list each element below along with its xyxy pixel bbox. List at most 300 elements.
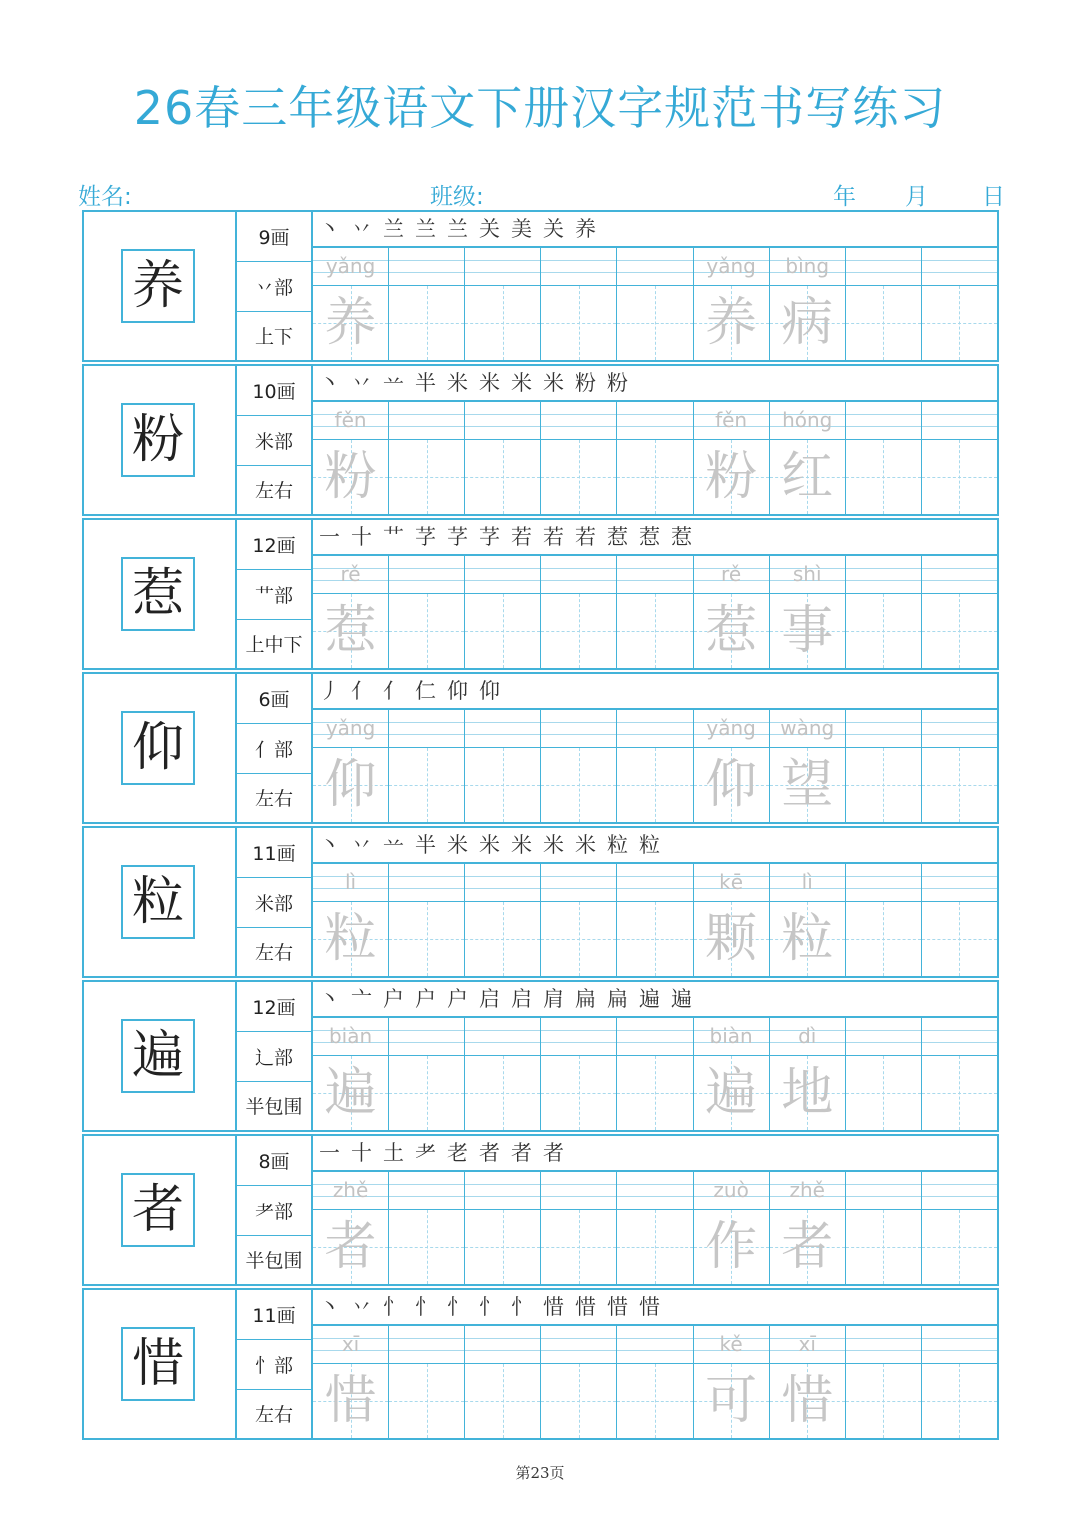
stroke-step: 粉 — [607, 371, 628, 395]
pinyin-line — [846, 248, 921, 286]
day-label: 日 — [982, 184, 1005, 210]
tracing-square — [922, 1210, 997, 1284]
tracing-character: 惜 — [324, 1371, 377, 1431]
stroke-step: 丷 — [351, 217, 372, 241]
stroke-order — [313, 828, 997, 864]
structure: 左右 — [237, 1389, 311, 1438]
pinyin-line — [389, 248, 464, 286]
stroke-step: 若 — [575, 525, 596, 549]
practice-cell[interactable] — [541, 1018, 617, 1130]
stroke-step: 米 — [575, 833, 596, 857]
practice-grid — [313, 402, 997, 514]
pinyin-line — [846, 1326, 921, 1364]
tracing-square — [694, 748, 769, 822]
tracing-square — [465, 1364, 540, 1438]
practice-grid — [313, 1172, 997, 1284]
stroke-step: 艹 — [383, 525, 404, 549]
pinyin-line — [389, 864, 464, 902]
stroke-step: 米 — [511, 833, 532, 857]
pinyin-line — [389, 556, 464, 594]
character-row — [82, 826, 999, 978]
stroke-step: 惜 — [639, 1295, 660, 1319]
tracing-square — [541, 1210, 616, 1284]
tracing-square — [617, 1364, 692, 1438]
model-character-cell — [84, 1290, 237, 1438]
practice-grid — [313, 710, 997, 822]
pinyin-line: fěn — [694, 402, 769, 440]
practice-cell[interactable] — [389, 402, 465, 514]
character-info — [237, 1136, 313, 1284]
radical: 艹部 — [237, 569, 311, 618]
pinyin-line — [465, 402, 540, 440]
tracing-character: 惹 — [705, 601, 758, 661]
practice-cell[interactable] — [846, 864, 922, 976]
tracing-square — [770, 1056, 845, 1130]
pinyin-line — [465, 864, 540, 902]
stroke-step: 米 — [479, 371, 500, 395]
stroke-order — [313, 674, 997, 710]
tracing-square — [770, 440, 845, 514]
practice-cell[interactable] — [922, 1172, 997, 1284]
stroke-step: 仰 — [479, 679, 500, 703]
practice-cell[interactable] — [465, 556, 541, 668]
structure: 上中下 — [237, 619, 311, 668]
stroke-step: 忄 — [415, 1295, 436, 1319]
pinyin-line — [922, 556, 997, 594]
model-character: 惹 — [121, 557, 195, 631]
stroke-step: 启 — [479, 987, 500, 1011]
stroke-step: 关 — [543, 217, 564, 241]
practice-grid — [313, 1018, 997, 1130]
stroke-step: 户 — [447, 987, 468, 1011]
practice-cell[interactable] — [313, 402, 389, 514]
tracing-square — [389, 440, 464, 514]
practice-cell[interactable] — [541, 1172, 617, 1284]
character-row — [82, 1288, 999, 1440]
practice-cell[interactable] — [846, 1326, 922, 1438]
tracing-character: 粉 — [324, 447, 377, 507]
tracing-character: 遍 — [324, 1063, 377, 1123]
tracing-square — [846, 1056, 921, 1130]
tracing-character: 仰 — [705, 755, 758, 815]
stroke-step: 养 — [575, 217, 596, 241]
tracing-square — [694, 902, 769, 976]
practice-cell[interactable] — [694, 1018, 770, 1130]
pinyin-line — [389, 710, 464, 748]
character-row — [82, 364, 999, 516]
practice-cell[interactable] — [313, 248, 389, 360]
stroke-step: 丶 — [319, 1295, 340, 1319]
stroke-step: 一 — [319, 1141, 340, 1165]
model-character-cell — [84, 982, 237, 1130]
stroke-count: 10画 — [252, 381, 296, 404]
tracing-square — [313, 748, 388, 822]
pinyin-line: dì — [770, 1018, 845, 1056]
character-row — [82, 1134, 999, 1286]
pinyin-line: zuò — [694, 1172, 769, 1210]
tracing-character: 红 — [781, 447, 834, 507]
stroke-step: 米 — [479, 833, 500, 857]
stroke-step: 者 — [479, 1141, 500, 1165]
pinyin-line — [846, 1018, 921, 1056]
stroke-step: 土 — [383, 1141, 404, 1165]
practice-cell[interactable] — [465, 1326, 541, 1438]
tracing-character: 粉 — [705, 447, 758, 507]
stroke-step: 丶 — [319, 217, 340, 241]
stroke-step: 米 — [447, 833, 468, 857]
practice-cell[interactable] — [465, 1172, 541, 1284]
pinyin-line — [465, 1326, 540, 1364]
stroke-count: 12画 — [252, 535, 296, 558]
practice-cell[interactable] — [313, 1018, 389, 1130]
practice-cell[interactable] — [846, 1018, 922, 1130]
tracing-square — [846, 748, 921, 822]
pinyin-line: yǎng — [694, 710, 769, 748]
pinyin-line — [846, 864, 921, 902]
stroke-order — [313, 982, 997, 1018]
practice-cell[interactable] — [846, 248, 922, 360]
practice-grid — [313, 864, 997, 976]
tracing-square — [617, 286, 692, 360]
practice-cell[interactable] — [770, 402, 846, 514]
tracing-character: 者 — [324, 1217, 377, 1277]
stroke-step: 户 — [383, 987, 404, 1011]
tracing-square — [617, 1056, 692, 1130]
pinyin-line — [617, 1018, 692, 1056]
stroke-step: 芓 — [415, 525, 436, 549]
practice-cell[interactable] — [922, 402, 997, 514]
pinyin-line: hóng — [770, 402, 845, 440]
pinyin-line: zhě — [770, 1172, 845, 1210]
practice-cell[interactable] — [770, 1172, 846, 1284]
practice-cell[interactable] — [694, 248, 770, 360]
tracing-square — [313, 594, 388, 668]
pinyin-line — [846, 556, 921, 594]
practice-cell[interactable] — [617, 1326, 693, 1438]
stroke-step: 䒑 — [383, 371, 404, 395]
character-info — [237, 212, 313, 360]
pinyin-line — [617, 1326, 692, 1364]
tracing-square — [922, 594, 997, 668]
stroke-order — [313, 1136, 997, 1172]
practice-cell[interactable] — [770, 864, 846, 976]
stroke-step: 若 — [543, 525, 564, 549]
stroke-step: 户 — [415, 987, 436, 1011]
stroke-step: 兰 — [415, 217, 436, 241]
pinyin-line: fěn — [313, 402, 388, 440]
practice-cell[interactable] — [770, 248, 846, 360]
pinyin-line: kē — [694, 864, 769, 902]
tracing-square — [541, 286, 616, 360]
practice-cell[interactable] — [617, 710, 693, 822]
practice-cell[interactable] — [846, 556, 922, 668]
practice-cell[interactable] — [389, 556, 465, 668]
stroke-step: 一 — [319, 525, 340, 549]
stroke-step: 丷 — [351, 833, 372, 857]
tracing-square — [922, 902, 997, 976]
practice-cell[interactable] — [617, 1172, 693, 1284]
tracing-character: 养 — [705, 293, 758, 353]
pinyin-line — [465, 248, 540, 286]
tracing-square — [846, 902, 921, 976]
character-info — [237, 366, 313, 514]
practice-cell[interactable] — [922, 1326, 997, 1438]
tracing-square — [313, 1210, 388, 1284]
stroke-step: 丿 — [319, 679, 340, 703]
tracing-square — [770, 1210, 845, 1284]
tracing-square — [541, 1056, 616, 1130]
practice-cell[interactable] — [465, 402, 541, 514]
model-character-cell — [84, 520, 237, 668]
pinyin-line: zhě — [313, 1172, 388, 1210]
pinyin-line — [389, 402, 464, 440]
practice-cell[interactable] — [846, 710, 922, 822]
practice-cell[interactable] — [617, 1018, 693, 1130]
radical: 忄部 — [237, 1339, 311, 1388]
tracing-square — [465, 1210, 540, 1284]
practice-grid — [313, 556, 997, 668]
tracing-character: 养 — [324, 293, 377, 353]
pinyin-line: yǎng — [694, 248, 769, 286]
pinyin-line — [922, 402, 997, 440]
pinyin-line — [922, 1018, 997, 1056]
radical: 丷部 — [237, 261, 311, 310]
practice-cell[interactable] — [922, 248, 997, 360]
pinyin-line — [541, 402, 616, 440]
tracing-character: 可 — [705, 1371, 758, 1431]
tracing-square — [389, 286, 464, 360]
stroke-step: 遍 — [639, 987, 660, 1011]
stroke-step: 芓 — [479, 525, 500, 549]
stroke-order — [313, 366, 997, 402]
tracing-square — [465, 1056, 540, 1130]
stroke-step: 丶 — [319, 371, 340, 395]
tracing-square — [617, 902, 692, 976]
practice-grid — [313, 248, 997, 360]
tracing-character: 惜 — [781, 1371, 834, 1431]
page-title: 26春三年级语文下册汉字规范书写练习 — [133, 81, 947, 135]
stroke-step: 肩 — [543, 987, 564, 1011]
tracing-square — [617, 1210, 692, 1284]
radical: 辶部 — [237, 1031, 311, 1080]
practice-cell[interactable] — [694, 710, 770, 822]
tracing-square — [922, 748, 997, 822]
stroke-order — [313, 520, 997, 556]
tracing-square — [846, 594, 921, 668]
stroke-step: 惹 — [607, 525, 628, 549]
practice-cell[interactable] — [389, 710, 465, 822]
tracing-square — [846, 286, 921, 360]
pinyin-line: xī — [770, 1326, 845, 1364]
stroke-count: 6画 — [258, 689, 290, 712]
practice-cell[interactable] — [541, 864, 617, 976]
tracing-square — [770, 594, 845, 668]
practice-cell[interactable] — [770, 1018, 846, 1130]
tracing-square — [313, 440, 388, 514]
pinyin-line: rě — [694, 556, 769, 594]
practice-cell[interactable] — [694, 402, 770, 514]
character-info — [237, 828, 313, 976]
tracing-square — [465, 286, 540, 360]
character-info — [237, 1290, 313, 1438]
practice-cell[interactable] — [694, 1326, 770, 1438]
practice-cell[interactable] — [770, 556, 846, 668]
name-label: 姓名: — [78, 184, 132, 210]
pinyin-line: yǎng — [313, 710, 388, 748]
pinyin-line — [617, 402, 692, 440]
pinyin-line — [389, 1326, 464, 1364]
tracing-square — [389, 902, 464, 976]
pinyin-line: yǎng — [313, 248, 388, 286]
practice-cell[interactable] — [313, 1172, 389, 1284]
practice-cell[interactable] — [313, 864, 389, 976]
tracing-character: 作 — [705, 1217, 758, 1277]
tracing-character: 者 — [781, 1217, 834, 1277]
practice-cell[interactable] — [465, 864, 541, 976]
tracing-square — [465, 440, 540, 514]
year-label: 年 — [833, 184, 856, 210]
structure: 半包围 — [237, 1235, 311, 1284]
stroke-step: 粒 — [607, 833, 628, 857]
tracing-square — [922, 440, 997, 514]
tracing-square — [694, 594, 769, 668]
tracing-square — [694, 1210, 769, 1284]
tracing-square — [694, 440, 769, 514]
stroke-count: 12画 — [252, 997, 296, 1020]
pinyin-line — [465, 1172, 540, 1210]
structure: 上下 — [237, 311, 311, 360]
tracing-square — [846, 1210, 921, 1284]
tracing-square — [389, 748, 464, 822]
character-row — [82, 210, 999, 362]
practice-cell[interactable] — [922, 1018, 997, 1130]
stroke-step: 者 — [511, 1141, 532, 1165]
radical: 亻部 — [237, 723, 311, 772]
tracing-square — [541, 594, 616, 668]
stroke-step: 粒 — [639, 833, 660, 857]
practice-cell[interactable] — [694, 864, 770, 976]
stroke-step: 遍 — [671, 987, 692, 1011]
practice-cell[interactable] — [617, 248, 693, 360]
practice-cell[interactable] — [541, 402, 617, 514]
pinyin-line — [389, 1172, 464, 1210]
practice-cell[interactable] — [617, 864, 693, 976]
practice-cell[interactable] — [313, 1326, 389, 1438]
stroke-step: 若 — [511, 525, 532, 549]
practice-cell[interactable] — [313, 556, 389, 668]
tracing-square — [313, 1056, 388, 1130]
tracing-square — [922, 1056, 997, 1130]
stroke-step: 米 — [511, 371, 532, 395]
stroke-count: 11画 — [252, 843, 296, 866]
stroke-step: 惹 — [671, 525, 692, 549]
stroke-step: 十 — [351, 1141, 372, 1165]
stroke-step: 忄 — [479, 1295, 500, 1319]
practice-cell[interactable] — [541, 248, 617, 360]
character-row — [82, 518, 999, 670]
practice-cell[interactable] — [389, 1018, 465, 1130]
pinyin-line: kě — [694, 1326, 769, 1364]
practice-cell[interactable] — [389, 1172, 465, 1284]
stroke-step: 兰 — [383, 217, 404, 241]
pinyin-line — [541, 1172, 616, 1210]
tracing-character: 事 — [781, 601, 834, 661]
pinyin-line — [922, 248, 997, 286]
tracing-square — [617, 748, 692, 822]
stroke-step: 丷 — [351, 371, 372, 395]
practice-cell[interactable] — [694, 556, 770, 668]
stroke-step: 惜 — [607, 1295, 628, 1319]
practice-cell[interactable] — [389, 248, 465, 360]
practice-cell[interactable] — [313, 710, 389, 822]
tracing-square — [770, 748, 845, 822]
stroke-count: 9画 — [258, 227, 290, 250]
practice-cell[interactable] — [465, 248, 541, 360]
stroke-step: 惜 — [575, 1295, 596, 1319]
model-character-cell — [84, 674, 237, 822]
practice-cell[interactable] — [617, 556, 693, 668]
tracing-character: 仰 — [324, 755, 377, 815]
practice-cell[interactable] — [541, 1326, 617, 1438]
pinyin-line — [617, 248, 692, 286]
model-character: 惜 — [121, 1327, 195, 1401]
tracing-square — [313, 902, 388, 976]
tracing-square — [694, 1364, 769, 1438]
practice-cell[interactable] — [465, 710, 541, 822]
structure: 半包围 — [237, 1081, 311, 1130]
practice-cell[interactable] — [846, 1172, 922, 1284]
practice-cell[interactable] — [541, 710, 617, 822]
tracing-square — [313, 286, 388, 360]
practice-cell[interactable] — [770, 1326, 846, 1438]
pinyin-line — [922, 1172, 997, 1210]
tracing-square — [389, 1210, 464, 1284]
character-info — [237, 674, 313, 822]
practice-cell[interactable] — [922, 710, 997, 822]
practice-cell[interactable] — [389, 864, 465, 976]
practice-cell[interactable] — [694, 1172, 770, 1284]
pinyin-line — [541, 1018, 616, 1056]
stroke-step: 惜 — [543, 1295, 564, 1319]
stroke-step: 丶 — [319, 833, 340, 857]
stroke-step: 仰 — [447, 679, 468, 703]
tracing-square — [541, 902, 616, 976]
tracing-character: 病 — [781, 293, 834, 353]
model-character-cell — [84, 828, 237, 976]
structure: 左右 — [237, 465, 311, 514]
stroke-step: 忄 — [511, 1295, 532, 1319]
pinyin-line — [541, 248, 616, 286]
model-character: 遍 — [121, 1019, 195, 1093]
model-character: 仰 — [121, 711, 195, 785]
practice-cell[interactable] — [465, 1018, 541, 1130]
stroke-step: 芓 — [447, 525, 468, 549]
practice-table — [82, 210, 999, 1442]
model-character: 者 — [121, 1173, 195, 1247]
practice-cell[interactable] — [922, 864, 997, 976]
practice-cell[interactable] — [541, 556, 617, 668]
tracing-square — [541, 748, 616, 822]
practice-cell[interactable] — [617, 402, 693, 514]
stroke-step: 忄 — [383, 1295, 404, 1319]
practice-cell[interactable] — [846, 402, 922, 514]
tracing-character: 粒 — [324, 909, 377, 969]
practice-cell[interactable] — [922, 556, 997, 668]
practice-cell[interactable] — [770, 710, 846, 822]
pinyin-line: biàn — [313, 1018, 388, 1056]
practice-cell[interactable] — [389, 1326, 465, 1438]
pinyin-line — [389, 1018, 464, 1056]
